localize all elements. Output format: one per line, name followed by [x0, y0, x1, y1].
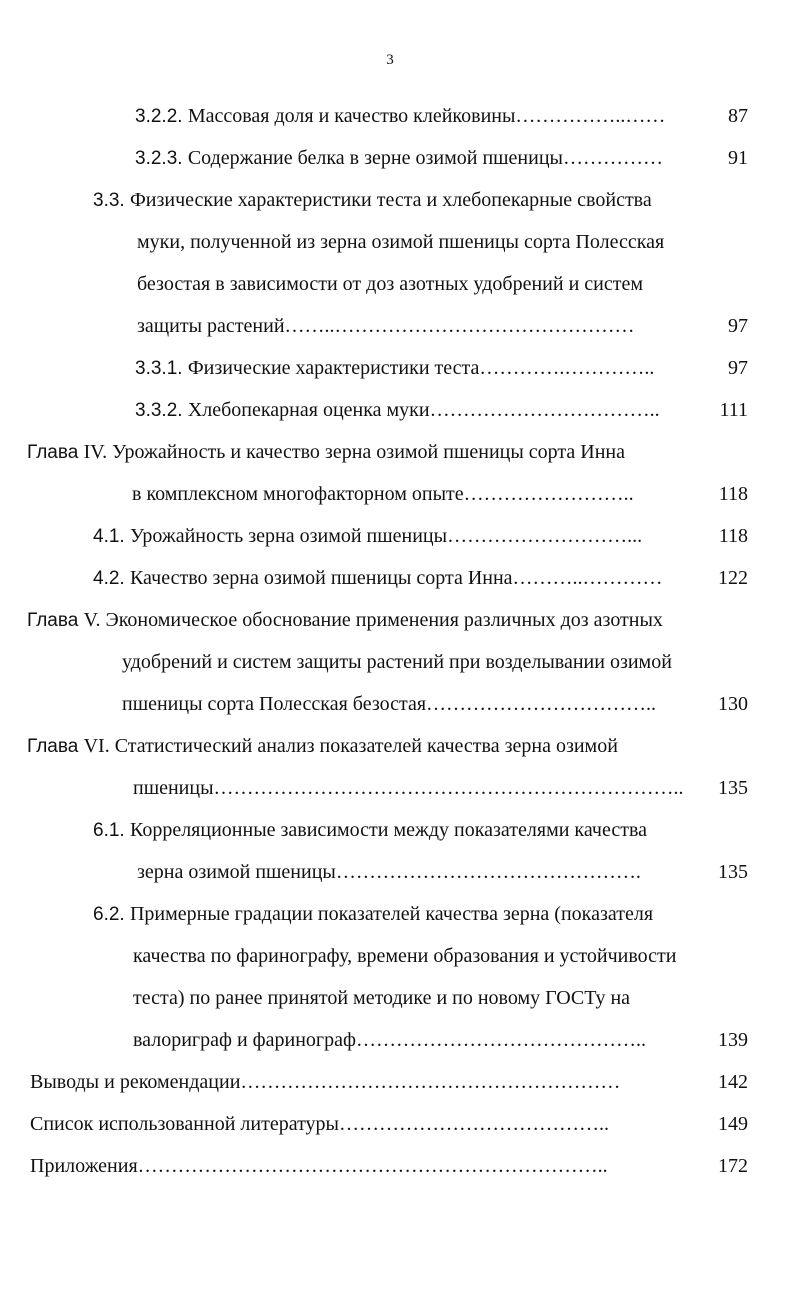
section-number: 6.2.: [93, 904, 130, 925]
dot-leader: ………………………...: [447, 525, 643, 547]
dot-leader: ……………………………………………………………..: [137, 1155, 608, 1177]
toc-entry-title: удобрений и систем защиты растений при возделывании озимой: [122, 651, 672, 673]
toc-entry-title: в комплексном многофакторном опыте: [132, 483, 464, 505]
toc-line: [93, 902, 684, 927]
toc-line: [135, 356, 684, 381]
dot-leader: ……………..……: [515, 105, 666, 127]
toc-line: [137, 860, 684, 884]
dot-leader: ……………………………………….: [335, 861, 641, 883]
dot-leader: ……………………………..: [426, 693, 657, 715]
toc-page-number: 87: [728, 105, 748, 127]
toc-entry-title: Массовая доля и качество клейковины: [187, 105, 516, 127]
toc-line: [93, 818, 684, 843]
chapter-roman-number: VI.: [83, 735, 115, 757]
toc-line: [93, 566, 684, 591]
section-number: 3.3.: [93, 190, 130, 211]
toc-page-number: 135: [718, 777, 748, 799]
toc-page-number: 97: [728, 357, 748, 379]
toc-line: [122, 692, 684, 716]
toc-line: [122, 650, 684, 674]
toc-line: [133, 944, 684, 968]
toc-page-number: 111: [719, 399, 748, 421]
toc-line: [133, 1028, 684, 1052]
dot-leader: ……………………………..: [429, 399, 660, 421]
dot-leader: ………….…………..: [479, 357, 655, 379]
toc-entry-title: Урожайность зерна озимой пшеницы: [129, 525, 448, 547]
toc-entry-title: Физические характеристики теста: [187, 357, 480, 379]
toc-entry-title: Выводы и рекомендации: [30, 1071, 241, 1093]
toc-entry-title: Хлебопекарная оценка муки: [187, 399, 430, 421]
toc-entry-title: Физические характеристики теста и хлебопекарные свойства: [129, 189, 652, 211]
toc-page-number: 142: [718, 1071, 748, 1093]
toc-page-number: 97: [728, 315, 748, 337]
toc-line: [27, 440, 684, 465]
toc-entry-title: Качество зерна озимой пшеницы сорта Инна: [129, 567, 513, 589]
chapter-roman-number: V.: [83, 609, 106, 631]
section-number: 3.3.1.: [135, 358, 188, 379]
section-number: 6.1.: [93, 820, 130, 841]
toc-line: [135, 104, 684, 129]
toc-page-number: 122: [718, 567, 748, 589]
section-number: 4.1.: [93, 526, 130, 547]
dot-leader: ……..………………………………………: [284, 315, 635, 337]
toc-entry-title: Корреляционные зависимости между показателями качества: [129, 819, 648, 841]
toc-line: [30, 1154, 684, 1178]
toc-line: [30, 1112, 684, 1136]
page-number: 3: [386, 52, 394, 68]
toc-entry-title: Примерные градации показателей качества зерна (показателя: [129, 903, 654, 925]
toc-line: [135, 146, 684, 171]
toc-page-number: 118: [718, 525, 748, 547]
toc-entry-title: Статистический анализ показателей качества зерна озимой: [114, 735, 618, 757]
section-number: 3.3.2.: [135, 400, 188, 421]
dot-leader: ………..…………: [512, 567, 663, 589]
dot-leader: ……………: [562, 147, 663, 169]
dot-leader: ……………………………………..: [355, 1029, 646, 1051]
chapter-word: Глава: [27, 736, 84, 757]
dot-leader: …………………………………..: [338, 1113, 609, 1135]
toc-line: [27, 608, 684, 633]
toc-entry-title: Приложения: [30, 1155, 138, 1177]
toc-line: [93, 524, 684, 549]
toc-page-number: 172: [718, 1155, 748, 1177]
toc-entry-title: Урожайность и качество зерна озимой пшеницы сорта Инна: [112, 441, 625, 463]
toc-line: [137, 314, 684, 338]
toc-page-number: 130: [718, 693, 748, 715]
toc-entry-title: Содержание белка в зерне озимой пшеницы: [187, 147, 563, 169]
toc-line: [137, 230, 684, 254]
toc-entry-title: Список использованной литературы: [30, 1113, 339, 1135]
toc-entry-title: пшеницы сорта Полесская безостая: [122, 693, 427, 715]
toc-page-number: 118: [718, 483, 748, 505]
toc-page-number: 135: [718, 861, 748, 883]
toc-entry-title: муки, полученной из зерна озимой пшеницы сорта Полесская: [137, 231, 665, 253]
dot-leader: ……………………..: [463, 483, 634, 505]
toc-entry-title: пшеницы: [133, 777, 214, 799]
toc-page-number: 91: [728, 147, 748, 169]
toc-entry-title: защиты растений: [137, 315, 285, 337]
section-number: 3.2.2.: [135, 106, 188, 127]
toc-line: [30, 1070, 684, 1094]
toc-page-number: 149: [718, 1113, 748, 1135]
chapter-word: Глава: [27, 610, 84, 631]
toc-line: [137, 272, 684, 296]
section-number: 4.2.: [93, 568, 130, 589]
toc-entry-title: теста) по ранее принятой методике и по новому ГОСТу на: [133, 987, 631, 1009]
toc-line: [135, 398, 684, 423]
toc-entry-title: зерна озимой пшеницы: [137, 861, 336, 883]
toc-page-number: 139: [718, 1029, 748, 1051]
chapter-roman-number: IV.: [83, 441, 113, 463]
dot-leader: ……………………………………………………………..: [213, 777, 684, 799]
toc-entry-title: Экономическое обоснование применения различных доз азотных: [105, 609, 663, 631]
toc-line: [133, 776, 684, 800]
toc-line: [27, 734, 684, 759]
toc-line: [133, 986, 684, 1010]
toc-line: [93, 188, 684, 213]
toc-entry-title: валориграф и фаринограф: [133, 1029, 356, 1051]
chapter-word: Глава: [27, 442, 84, 463]
toc-line: [132, 482, 684, 506]
toc-entry-title: безостая в зависимости от доз азотных удобрений и систем: [137, 273, 644, 295]
section-number: 3.2.3.: [135, 148, 188, 169]
toc-entry-title: качества по фаринографу, времени образования и устойчивости: [133, 945, 677, 967]
dot-leader: …………………………………………………: [240, 1071, 621, 1093]
